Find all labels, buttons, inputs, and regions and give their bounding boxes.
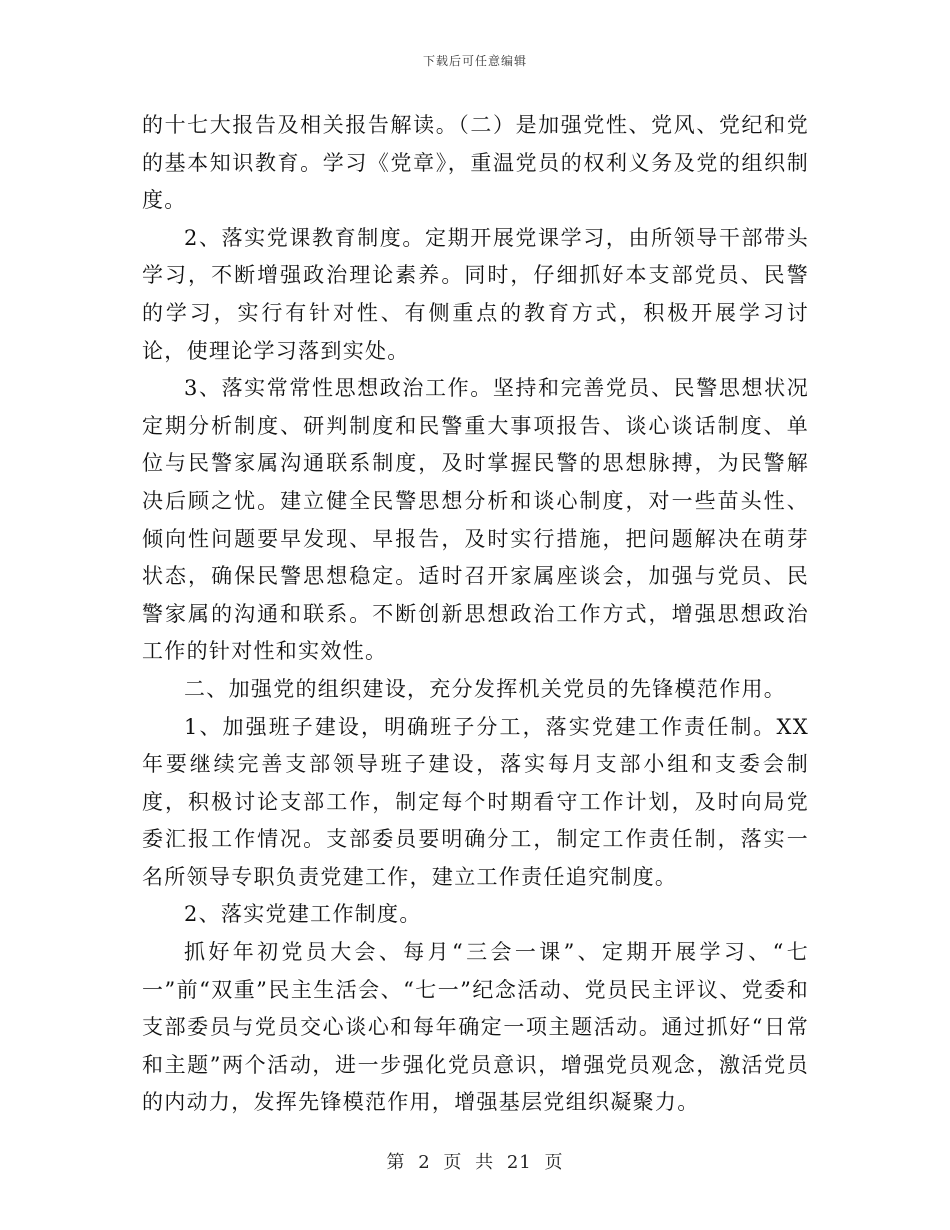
paragraph-3: 3、落实常常性思想政治工作。坚持和完善党员、民警思想状况定期分析制度、研判制度和民警重大事项报告、谈心谈话制度、单位与民警家属沟通联系制度，及时掌握民警的思想脉搏，为民警解决后顾之忧。建立健全民警思想分析和谈心制度，对一些苗头性、倾向性问题要早发现、早报告，及时实行措施，把问题解决在萌芽状态，确保民警思想稳定。适时召开家属座谈会，加强与党员、民警家属的沟通和联系。不断创新思想政治工作方式，增强思想政治工作的针对性和实效性。 [142,376,809,664]
section-heading-2: 二、加强党的组织建设，充分发挥机关党员的先锋模范作用。 [184,676,787,701]
page-header-note: 下载后可任意编辑 [422,54,527,68]
paragraph-7: 抓好年初党员大会、每月“三会一课”、定期开展学习、“七一”前“双重”民主生活会、“七一”纪念活动、党员民主评议、党委和支部委员与党员交心谈心和每年确定一项主题活动。通过抓好“日常和主题”两个活动，进一步强化党员意识，增强党员观念，激活党员的内动力，发挥先锋模范作用，增强基层党组织凝聚力。 [142,940,809,1115]
document-body [142,107,809,1122]
paragraph-1: 的十七大报告及相关报告解读。（二）是加强党性、党风、党纪和党的基本知识教育。学习《党章》，重温党员的权利义务及党的组织制度。 [142,113,809,213]
paragraph-2: 2、落实党课教育制度。定期开展党课学习，由所领导干部带头学习，不断增强政治理论素养。同时，仔细抓好本支部党员、民警的学习，实行有针对性、有侧重点的教育方式，积极开展学习讨论，使理论学习落到实处。 [142,225,809,363]
page-number-footer: 第 2 页 共 21 页 [386,1152,564,1173]
paragraph-5: 1、加强班子建设，明确班子分工，落实党建工作责任制。XX年要继续完善支部领导班子建设，落实每月支部小组和支委会制度，积极讨论支部工作，制定每个时期看守工作计划，及时向局党委汇报工作情况。支部委员要明确分工，制定工作责任制，落实一名所领导专职负责党建工作，建立工作责任追究制度。 [142,714,809,889]
paragraph-6: 2、落实党建工作制度。 [184,902,422,927]
